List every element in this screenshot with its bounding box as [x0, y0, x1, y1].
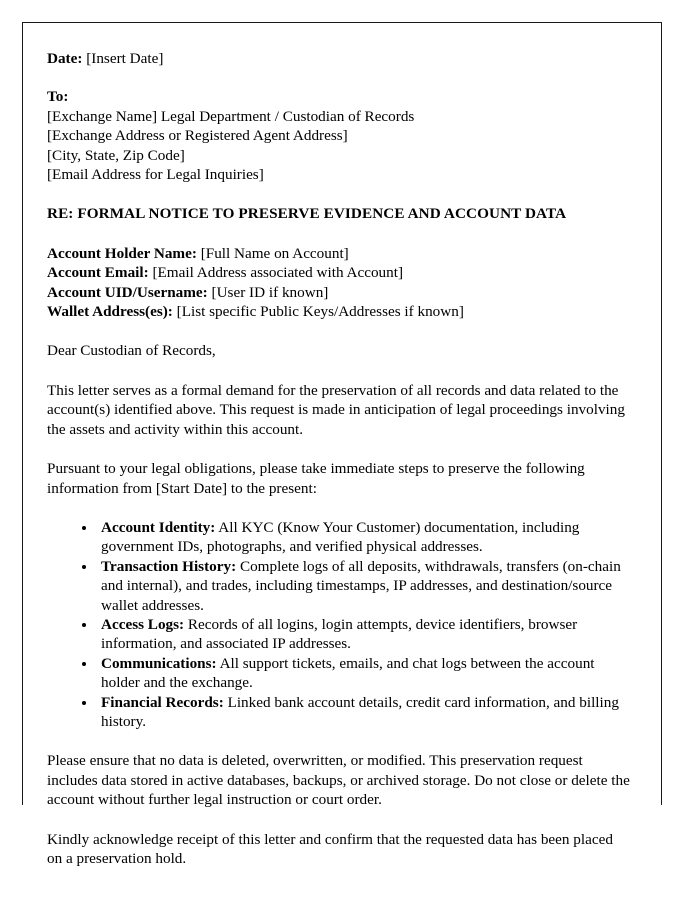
spacer [47, 498, 631, 518]
account-detail-row [47, 283, 631, 302]
list-item [77, 615, 631, 654]
list-item-label: Transaction History: [101, 557, 237, 575]
list-item-label: Access Logs: [101, 615, 185, 633]
spacer [47, 321, 631, 341]
subject-line: RE: FORMAL NOTICE TO PRESERVE EVIDENCE AND ACCOUNT DATA [47, 205, 567, 223]
list-item-label: Financial Records: [101, 693, 224, 711]
list-item-text: Complete logs of all deposits, withdrawals, transfers (on-chain and internal), and trades, including timestamps, IP addresses, and destination/source wallet addresses. [101, 557, 621, 614]
salutation: Dear Custodian of Records, [47, 342, 216, 360]
list-item-text: All support tickets, emails, and chat logs between the account holder and the exchange. [101, 654, 595, 692]
body-paragraph-3: Please ensure that no data is deleted, overwritten, or modified. This preservation request includes data stored in active databases, backups, or archived storage. Do not close or delete the account without further legal instruction or court order. [47, 752, 630, 809]
account-detail-row [47, 302, 631, 321]
spacer [47, 439, 631, 459]
date-value: [Insert Date] [86, 50, 164, 67]
account-holder-name-label: Account Holder Name: [47, 244, 197, 262]
body-paragraph-4: Kindly acknowledge receipt of this letter and confirm that the requested data has been placed on a preservation hold. [47, 830, 613, 867]
date-line [47, 49, 631, 68]
account-holder-name-value: [Full Name on Account] [200, 244, 349, 262]
list-item [77, 518, 631, 557]
spacer [47, 224, 631, 244]
bullet-icon [82, 701, 86, 705]
spacer [47, 68, 631, 87]
recipient-line-3: [City, State, Zip Code] [47, 146, 185, 164]
wallet-address-value: [List specific Public Keys/Addresses if known] [176, 303, 464, 321]
list-item [77, 693, 631, 732]
recipient-line-1: [Exchange Name] Legal Department / Custodian of Records [47, 107, 415, 125]
account-detail-row [47, 263, 631, 282]
list-item [77, 654, 631, 693]
date-label: Date: [47, 50, 83, 67]
recipient-label: To: [47, 88, 69, 106]
spacer [47, 810, 631, 830]
bullet-icon [82, 623, 86, 627]
bullet-icon [82, 565, 86, 569]
list-item [77, 557, 631, 615]
wallet-address-label: Wallet Address(es): [47, 303, 173, 321]
spacer [47, 731, 631, 751]
bullet-icon [82, 526, 86, 530]
account-email-label: Account Email: [47, 264, 149, 282]
list-item-text: Records of all logins, login attempts, device identifiers, browser information, and associated IP addresses. [101, 615, 578, 653]
recipient-line-2: [Exchange Address or Registered Agent Address] [47, 127, 348, 145]
spacer [47, 184, 631, 204]
account-detail-row [47, 244, 631, 263]
spacer [47, 361, 631, 381]
preservation-items-list [47, 518, 631, 731]
list-item-text: Linked bank account details, credit card information, and billing history. [101, 693, 619, 730]
bullet-icon [82, 662, 86, 666]
list-item-label: Communications: [101, 654, 217, 672]
recipient-line-4: [Email Address for Legal Inquiries] [47, 166, 264, 184]
letter-body [23, 23, 661, 868]
document-page-frame [22, 22, 662, 867]
account-email-value: [Email Address associated with Account] [152, 264, 404, 282]
list-item-text: All KYC (Know Your Customer) documentation, including government IDs, photographs, and verified physical addresses. [101, 518, 580, 556]
list-item-label: Account Identity: [101, 518, 216, 536]
account-uid-label: Account UID/Username: [47, 283, 208, 301]
body-paragraph-2: Pursuant to your legal obligations, please take immediate steps to preserve the following information from [Start Date] to the present: [47, 460, 585, 497]
body-paragraph-1: This letter serves as a formal demand for the preservation of all records and data related to the account(s) identified above. This request is made in anticipation of legal proceedings involving the assets and activity within this account. [47, 381, 625, 438]
account-uid-value: [User ID if known] [211, 283, 329, 301]
